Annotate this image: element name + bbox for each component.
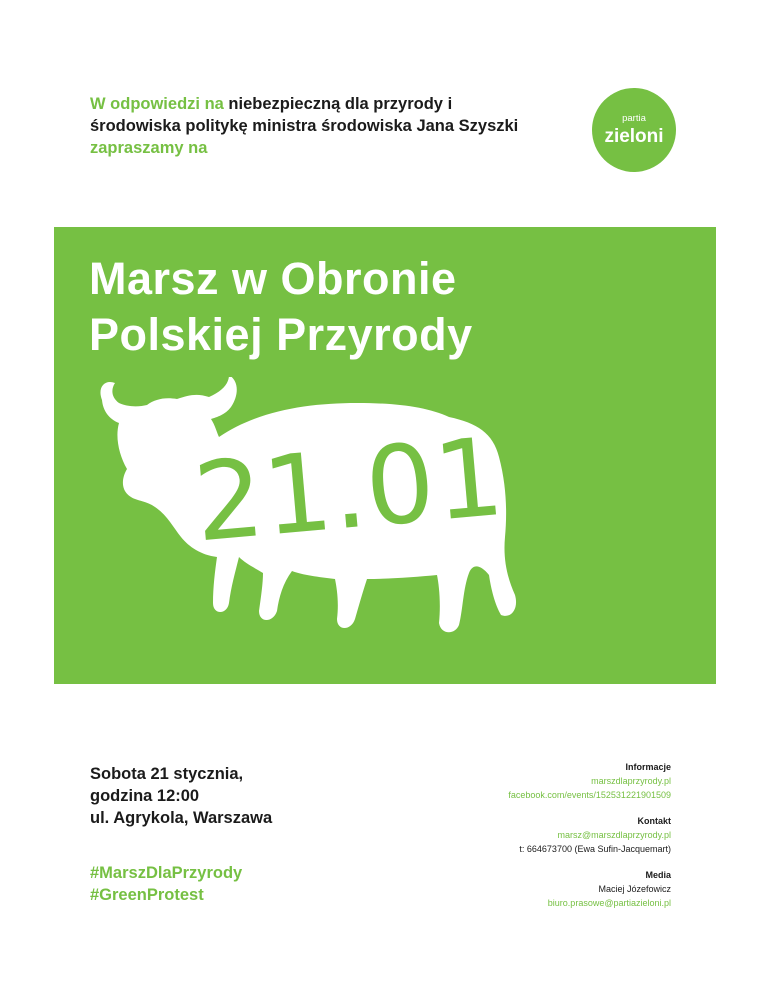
intro-part-2: niebezpieczną dla przyrody i środowiska politykę ministra środowiska Jana Szyszki <box>90 95 519 135</box>
hashtag-greenprotest[interactable]: #GreenProtest <box>90 886 204 904</box>
intro-part-3: zapraszamy na <box>90 139 208 157</box>
logo-small-text: partia <box>622 113 646 124</box>
bison-icon <box>97 377 527 642</box>
event-banner <box>54 227 716 684</box>
info-block <box>371 760 671 802</box>
info-site-link[interactable]: marszdlaprzyrody.pl <box>591 776 671 786</box>
event-day: Sobota 21 stycznia, <box>90 765 244 783</box>
contact-info <box>371 760 671 922</box>
info-heading: Informacje <box>625 762 671 772</box>
intro-part-1: W odpowiedzi na <box>90 95 224 113</box>
contact-heading: Kontakt <box>637 816 671 826</box>
event-date: 21.01 <box>189 414 509 567</box>
title-line-2: Polskiej Przyrody <box>89 309 473 360</box>
media-heading: Media <box>645 870 671 880</box>
party-logo <box>592 88 676 172</box>
event-time: godzina 12:00 <box>90 787 200 805</box>
media-email-link[interactable]: biuro.prasowe@partiazieloni.pl <box>547 898 671 908</box>
intro-text <box>90 93 520 159</box>
event-place: ul. Agrykola, Warszawa <box>90 809 273 827</box>
contact-phone: t: 664673700 (Ewa Sufin-Jacquemart) <box>519 844 671 854</box>
contact-block <box>371 814 671 856</box>
event-title <box>89 251 689 363</box>
hashtag-marsz[interactable]: #MarszDlaPrzyrody <box>90 864 243 882</box>
info-facebook-link[interactable]: facebook.com/events/152531221901509 <box>508 790 671 800</box>
media-name: Maciej Józefowicz <box>598 884 671 894</box>
logo-big-text: zieloni <box>604 126 664 147</box>
media-block <box>371 868 671 910</box>
title-line-1: Marsz w Obronie <box>89 253 457 304</box>
contact-email-link[interactable]: marsz@marszdlaprzyrody.pl <box>557 830 671 840</box>
